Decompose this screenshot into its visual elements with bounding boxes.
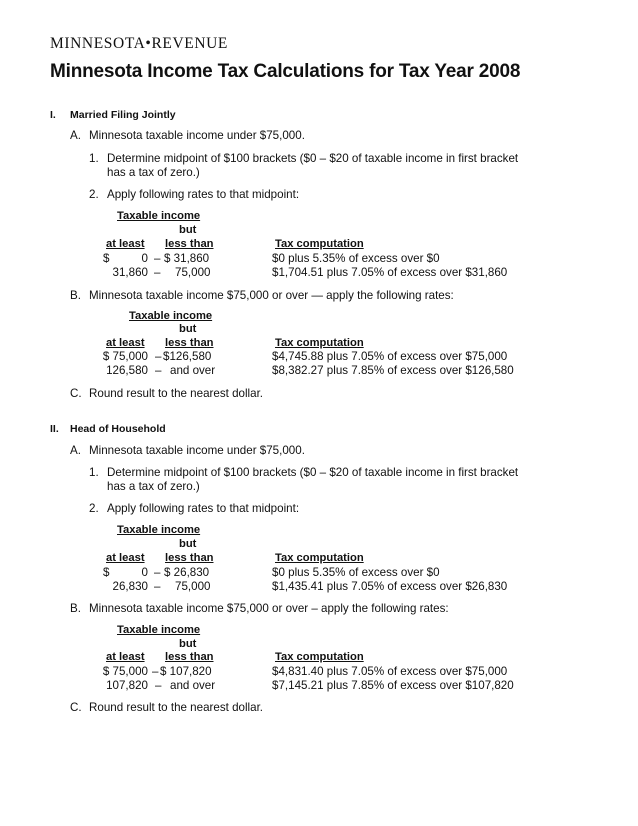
cell-dash: – [154, 580, 161, 593]
header-but: but [179, 538, 197, 550]
subitem-text: Determine midpoint of $100 brackets ($0 – $20 of taxable income in first bracket [107, 466, 519, 479]
item-label: A. [70, 129, 81, 142]
cell-less-than: $ 26,830 [164, 566, 210, 579]
cell-currency: $ [103, 566, 110, 579]
cell-dash: – [155, 679, 162, 692]
header-tax-computation: Tax computation [275, 651, 364, 663]
header-tax-computation: Tax computation [275, 337, 364, 349]
subitem-text-continued: has a tax of zero.) [107, 480, 200, 493]
cell-dash: – [152, 665, 159, 678]
cell-at-least: 126,580 [106, 364, 148, 377]
header-at-least: at least [106, 337, 145, 349]
cell-at-least: $ 75,000 [102, 665, 148, 678]
subitem-text: Apply following rates to that midpoint: [107, 188, 300, 201]
item-label: B. [70, 602, 81, 615]
header-but: but [179, 323, 197, 335]
cell-at-least: 107,820 [106, 679, 148, 692]
subitem-label: 2. [89, 502, 99, 515]
header-less-than: less than [165, 238, 214, 250]
brand-logo: MINNESOTA•REVENUE [50, 35, 228, 52]
header-less-than: less than [165, 552, 214, 564]
cell-less-than: 75,000 [175, 266, 211, 279]
header-less-than: less than [165, 337, 214, 349]
header-taxable-income: Taxable income [117, 210, 201, 222]
item-text: Minnesota taxable income under $75,000. [89, 129, 305, 142]
section-number: I. [50, 109, 56, 121]
header-less-than: less than [165, 651, 214, 663]
cell-tax: $4,745.88 plus 7.05% of excess over $75,000 [272, 350, 508, 363]
cell-less-than: $ 107,820 [160, 665, 212, 678]
header-tax-computation: Tax computation [275, 238, 364, 250]
header-tax-computation: Tax computation [275, 552, 364, 564]
cell-less-than: $126,580 [163, 350, 212, 363]
cell-tax: $7,145.21 plus 7.85% of excess over $107,820 [272, 679, 514, 692]
cell-less-than: and over [170, 679, 216, 692]
item-text: Round result to the nearest dollar. [89, 387, 264, 400]
section-heading: Head of Household [70, 423, 166, 435]
subitem-text-continued: has a tax of zero.) [107, 166, 200, 179]
subitem-label: 1. [89, 152, 99, 165]
item-label: C. [70, 701, 82, 714]
header-taxable-income: Taxable income [117, 524, 201, 536]
section-heading: Married Filing Jointly [70, 109, 176, 121]
header-but: but [179, 638, 197, 650]
header-taxable-income: Taxable income [117, 624, 201, 636]
cell-tax: $8,382.27 plus 7.85% of excess over $126,580 [272, 364, 514, 377]
cell-at-least: 26,830 [112, 580, 148, 593]
item-label: C. [70, 387, 82, 400]
item-label: B. [70, 289, 81, 302]
item-text: Minnesota taxable income under $75,000. [89, 444, 305, 457]
cell-less-than: $ 31,860 [164, 252, 210, 265]
cell-at-least: 0 [141, 566, 148, 579]
cell-tax: $4,831.40 plus 7.05% of excess over $75,000 [272, 665, 508, 678]
item-label: A. [70, 444, 81, 457]
cell-tax: $0 plus 5.35% of excess over $0 [272, 252, 440, 265]
cell-dash: – [155, 350, 162, 363]
cell-less-than: and over [170, 364, 216, 377]
header-taxable-income: Taxable income [129, 310, 213, 322]
cell-dash: – [154, 252, 161, 265]
cell-tax: $0 plus 5.35% of excess over $0 [272, 566, 440, 579]
header-at-least: at least [106, 651, 145, 663]
header-at-least: at least [106, 552, 145, 564]
item-text: Minnesota taxable income $75,000 or over — apply the following rates: [89, 289, 454, 302]
cell-at-least: $ 75,000 [102, 350, 148, 363]
subitem-label: 1. [89, 466, 99, 479]
cell-tax: $1,704.51 plus 7.05% of excess over $31,860 [272, 266, 508, 279]
subitem-text: Determine midpoint of $100 brackets ($0 – $20 of taxable income in first bracket [107, 152, 519, 165]
item-text: Round result to the nearest dollar. [89, 701, 264, 714]
cell-dash: – [154, 566, 161, 579]
section-number: II. [50, 423, 59, 435]
cell-currency: $ [103, 252, 110, 265]
subitem-text: Apply following rates to that midpoint: [107, 502, 300, 515]
subitem-label: 2. [89, 188, 99, 201]
item-text: Minnesota taxable income $75,000 or over – apply the following rates: [89, 602, 449, 615]
cell-at-least: 31,860 [112, 266, 148, 279]
cell-less-than: 75,000 [175, 580, 211, 593]
header-but: but [179, 224, 197, 236]
cell-at-least: 0 [141, 252, 148, 265]
header-at-least: at least [106, 238, 145, 250]
cell-tax: $1,435.41 plus 7.05% of excess over $26,830 [272, 580, 508, 593]
cell-dash: – [155, 364, 162, 377]
page-title: Minnesota Income Tax Calculations for Tax Year 2008 [50, 61, 521, 82]
cell-dash: – [154, 266, 161, 279]
